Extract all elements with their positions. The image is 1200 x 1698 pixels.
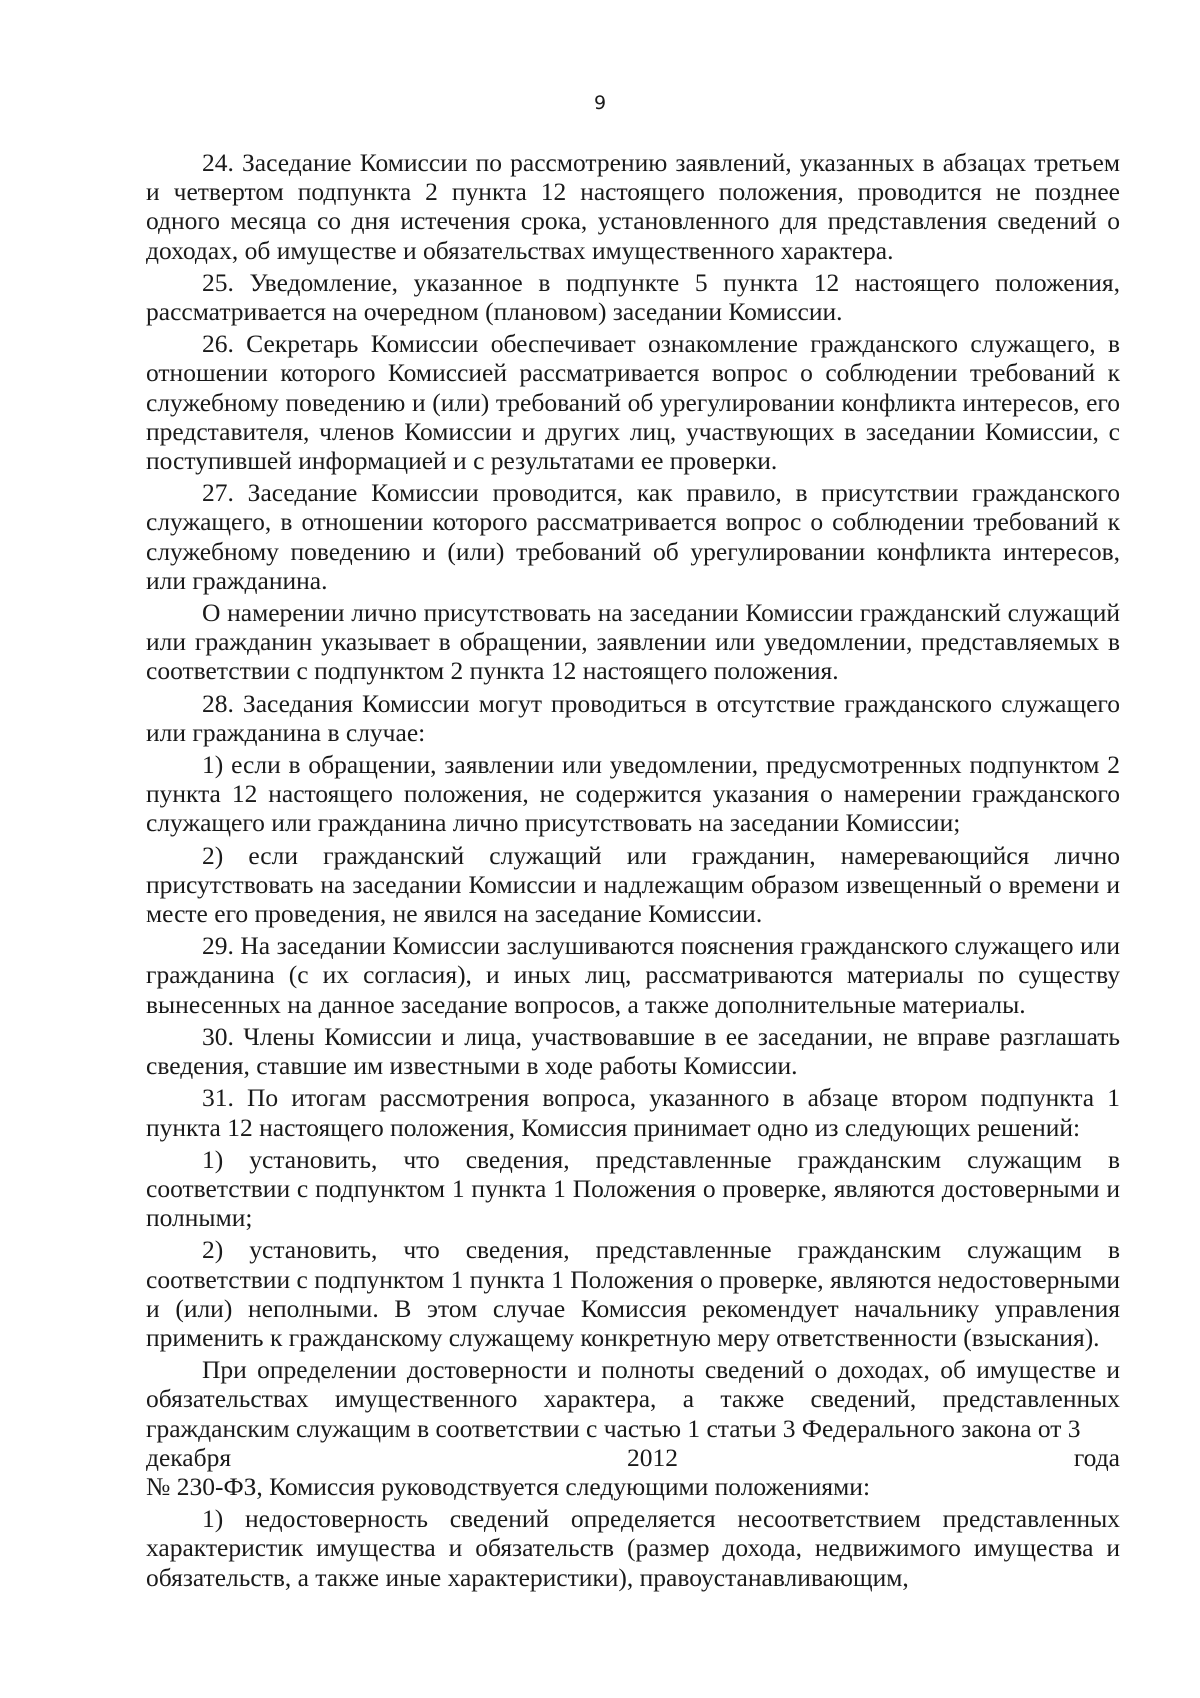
paragraph-29: 29. На заседании Комиссии заслушиваются пояснения гражданского служащего или гражданина (с их согласия), и иных лиц, рассматриваются материалы по существу вынесенных на данное заседание вопросов, а также дополнительные материалы. — [146, 931, 1120, 1019]
page-number: 9 — [593, 92, 607, 114]
paragraph-26: 26. Секретарь Комиссии обеспечивает ознакомление гражданского служащего, в отношении которого Комиссией рассматривается вопрос о соблюдении требований к служебному поведению и (или) требований об урегулировании конфликта интересов, его представителя, членов Комиссии и других лиц, участвующих в заседании Комиссии, с поступившей информацией и с результатами ее проверки. — [146, 329, 1120, 476]
paragraph-28-item-2: 2) если гражданский служащий или гражданин, намеревающийся лично присутствовать на заседании Комиссии и надлежащим образом извещенный о времени и месте его проведения, не явился на заседание Комиссии. — [146, 840, 1120, 929]
document-body — [146, 148, 1120, 1595]
law-date-year: 2012 — [626, 1442, 678, 1472]
paragraph-28: 28. Заседания Комиссии могут проводиться в отсутствие гражданского служащего или гражданина в случае: — [146, 688, 1120, 747]
law-number-line: № 230-ФЗ, Комиссия руководствуется следующими положениями: — [146, 1471, 871, 1501]
law-date-line — [146, 1443, 1120, 1472]
paragraph-24: 24. Заседание Комиссии по рассмотрению заявлений, указанных в абзацах третьем и четвертом подпункта 2 пункта 12 настоящего положения, проводится не позднее одного месяца со дня истечения срока, установленного для представления сведений о доходах, об имуществе и обязательствах имущественного характера. — [146, 148, 1120, 265]
law-date-word: года — [1073, 1442, 1120, 1472]
paragraph-31-note: При определении достоверности и полноты сведений о доходах, об имуществе и обязательствах имущественного характера, а также сведений, представленных гражданским служащим в соответствии с частью 1 статьи 3 Федерального закона от 3 — [146, 1355, 1120, 1443]
paragraph-28-item-1: 1) если в обращении, заявлении или уведомлении, предусмотренных подпунктом 2 пункта 12 настоящего положения, не содержится указания о намерении гражданского служащего или гражданина лично присутствовать на заседании Комиссии; — [146, 750, 1120, 838]
law-date-block — [146, 1443, 1120, 1501]
law-date-month: декабря — [146, 1442, 232, 1472]
paragraph-27: 27. Заседание Комиссии проводится, как правило, в присутствии гражданского служащего, в отношении которого рассматривается вопрос о соблюдении требований к служебному поведению и (или) требований об урегулировании конфликта интересов, или гражданина. — [146, 478, 1120, 595]
paragraph-31-item-2: 2) установить, что сведения, представленные гражданским служащим в соответствии с подпунктом 1 пункта 1 Положения о проверке, являются недостоверными и (или) неполными. В этом случае Комиссия рекомендует начальнику управления применить к гражданскому служащему конкретную меру ответственности (взыскания). — [146, 1235, 1120, 1352]
paragraph-31-item-1: 1) установить, что сведения, представленные гражданским служащим в соответствии с подпунктом 1 пункта 1 Положения о проверке, являются достоверными и полными; — [146, 1144, 1120, 1233]
paragraph-25: 25. Уведомление, указанное в подпункте 5 пункта 12 настоящего положения, рассматривается на очередном (плановом) заседании Комиссии. — [146, 267, 1120, 327]
paragraph-27-note: О намерении лично присутствовать на заседании Комиссии гражданский служащий или гражданин указывает в обращении, заявлении или уведомлении, представляемых в соответствии с подпунктом 2 пункта 12 настоящего положения. — [146, 598, 1120, 686]
paragraph-31: 31. По итогам рассмотрения вопроса, указанного в абзаце втором подпункта 1 пункта 12 настоящего положения, Комиссия принимает одно из следующих решений: — [146, 1083, 1120, 1142]
paragraph-30: 30. Члены Комиссии и лица, участвовавшие в ее заседании, не вправе разглашать сведения, ставшие им известными в ходе работы Комиссии. — [146, 1021, 1120, 1081]
paragraph-31-criterion-1: 1) недостоверность сведений определяется несоответствием представленных характеристик имущества и обязательств (размер дохода, недвижимого имущества и обязательств, а также иные характеристики), правоустанавливающим, — [146, 1504, 1120, 1592]
